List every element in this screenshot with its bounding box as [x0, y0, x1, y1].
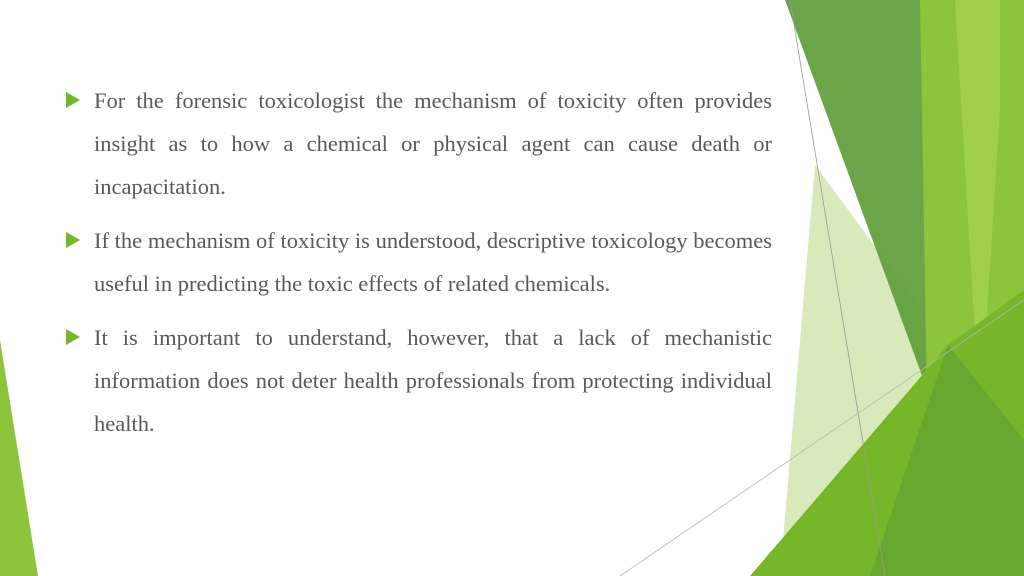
bullet-item: [64, 79, 772, 208]
bullet-list: [64, 79, 772, 456]
triangle-bullet-icon: [66, 329, 80, 345]
bullet-text: For the forensic toxicologist the mechanism of toxicity often provides insight as to how a chemical or physical agent can cause death or incapacitation.: [94, 88, 772, 199]
bullet-item: [64, 316, 772, 445]
bullet-item: [64, 219, 772, 305]
triangle-bullet-icon: [66, 92, 80, 108]
left-edge-green-sliver: [0, 340, 38, 576]
bullet-text: If the mechanism of toxicity is understood, descriptive toxicology becomes useful in predicting the toxic effects of related chemicals.: [94, 228, 772, 296]
bullet-text: It is important to understand, however, that a lack of mechanistic information does not deter health professionals from protecting individual health.: [94, 325, 772, 436]
triangle-bullet-icon: [66, 232, 80, 248]
